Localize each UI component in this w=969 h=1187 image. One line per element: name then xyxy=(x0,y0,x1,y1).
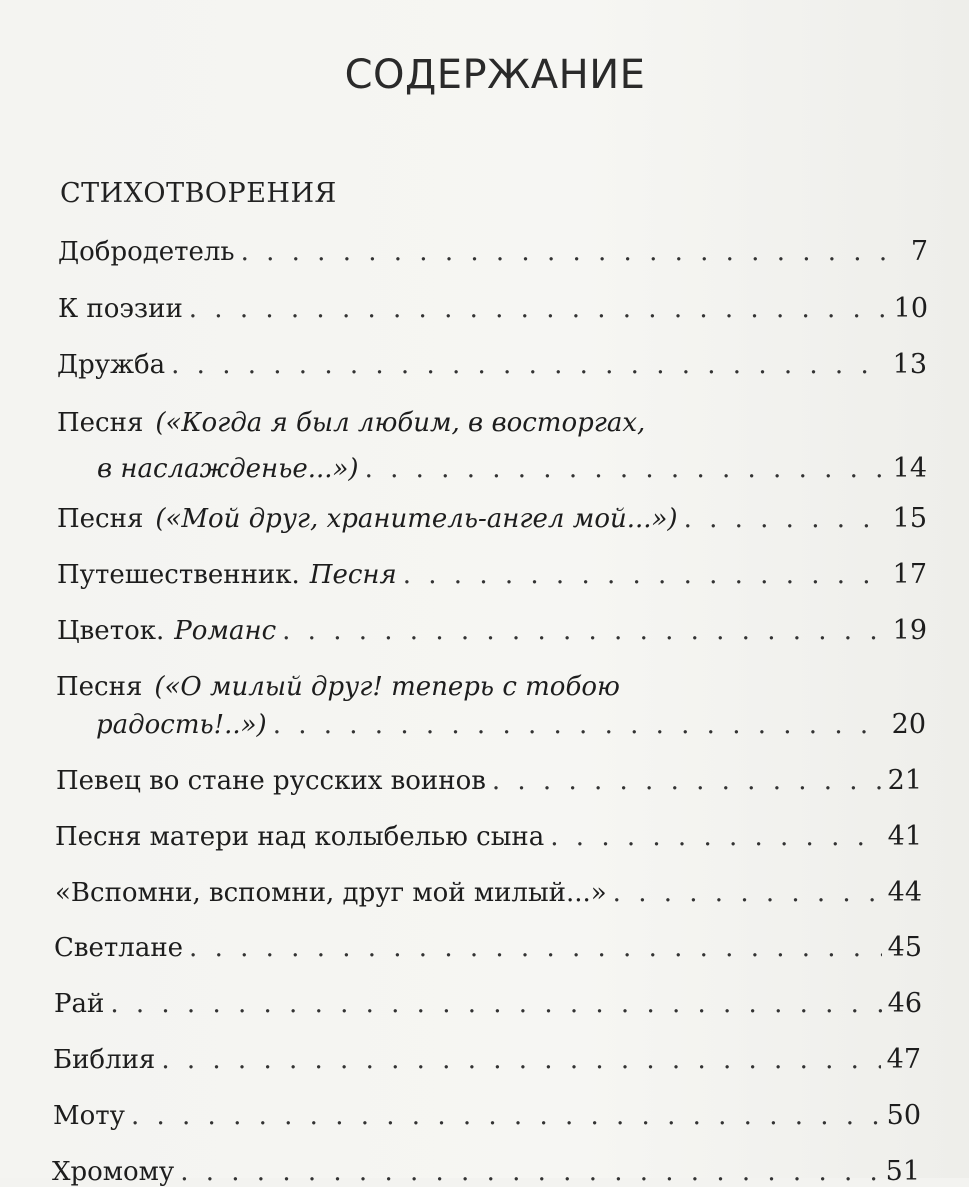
page-number: 10 xyxy=(893,293,928,324)
entry-subtitle: («Мой друг, хранитель-ангел мой...») xyxy=(155,504,678,534)
page-title: СОДЕРЖАНИЕ xyxy=(344,52,646,98)
entry-title: Светлане xyxy=(54,933,184,963)
page-number: 46 xyxy=(887,988,922,1019)
entry-title: Путешественник. xyxy=(57,560,300,590)
leader-dots xyxy=(241,237,905,267)
leader-dots xyxy=(550,822,881,852)
entry-title: Добродетель xyxy=(58,237,235,267)
toc-entry xyxy=(57,504,927,534)
toc-entry xyxy=(55,822,922,852)
page-number: 17 xyxy=(892,559,927,590)
page-number: 41 xyxy=(887,821,922,852)
page-number: 44 xyxy=(887,877,922,908)
entry-title: Песня матери над колыбелью сына xyxy=(55,822,545,852)
entry-title: Песня xyxy=(57,504,144,534)
leader-dots xyxy=(403,560,887,590)
toc-entry xyxy=(53,1045,921,1075)
toc-entry xyxy=(53,1101,921,1131)
page-number: 20 xyxy=(891,709,926,740)
entry-subtitle: («О милый друг! теперь с тобою xyxy=(154,672,620,702)
toc-entry xyxy=(57,616,927,646)
toc-entry xyxy=(56,766,922,796)
leader-dots xyxy=(365,454,887,484)
entry-subtitle: («Когда я был любим, в восторгах, xyxy=(155,408,646,438)
page-number: 7 xyxy=(910,236,928,267)
toc-entry xyxy=(57,560,927,590)
entry-title: К поэзии xyxy=(58,294,183,324)
page-number: 21 xyxy=(887,765,922,796)
leader-dots xyxy=(282,616,886,646)
toc-entry xyxy=(55,878,922,908)
page-number: 45 xyxy=(887,932,922,963)
page-number: 47 xyxy=(886,1044,921,1075)
entry-title: Моту xyxy=(53,1101,125,1131)
entry-title: Рай xyxy=(54,989,105,1019)
toc-entry xyxy=(57,408,927,484)
leader-dots xyxy=(492,766,882,796)
page-number: 51 xyxy=(885,1156,920,1187)
page-number: 50 xyxy=(886,1100,921,1131)
toc-entry xyxy=(58,294,928,324)
leader-dots xyxy=(613,878,882,908)
page-number: 14 xyxy=(892,453,927,484)
entry-subtitle: Песня xyxy=(309,560,397,590)
leader-dots xyxy=(180,1157,879,1187)
leader-dots xyxy=(171,350,886,380)
entry-title: Песня xyxy=(57,408,144,438)
page-number: 15 xyxy=(892,503,927,534)
leader-dots xyxy=(189,933,882,963)
entry-subtitle-continued: радость!..») xyxy=(96,710,267,740)
entry-subtitle: Романс xyxy=(174,616,277,646)
leader-dots xyxy=(131,1101,881,1131)
leader-dots xyxy=(273,710,886,740)
entry-title: Дружба xyxy=(57,350,166,380)
entry-title: «Вспомни, вспомни, друг мой милый...» xyxy=(55,878,607,908)
toc-entry xyxy=(58,237,928,267)
leader-dots xyxy=(189,294,888,324)
toc-entry xyxy=(54,933,922,963)
toc-entry xyxy=(54,989,922,1019)
toc-entry xyxy=(52,1157,920,1187)
page-number: 19 xyxy=(892,615,927,646)
page-number: 13 xyxy=(892,349,927,380)
toc-entry xyxy=(56,672,926,740)
leader-dots xyxy=(110,989,881,1019)
entry-subtitle-continued: в наслажденье...») xyxy=(97,454,359,484)
entry-title: Песня xyxy=(56,672,143,702)
section-heading: СТИХОТВОРЕНИЯ xyxy=(60,178,337,209)
leader-dots xyxy=(161,1045,880,1075)
entry-title: Библия xyxy=(53,1045,156,1075)
entry-title: Хромому xyxy=(52,1157,175,1187)
toc-entry xyxy=(57,350,927,380)
entry-title: Певец во стане русских воинов xyxy=(56,766,486,796)
leader-dots xyxy=(684,504,887,534)
entry-title: Цветок. xyxy=(57,616,165,646)
